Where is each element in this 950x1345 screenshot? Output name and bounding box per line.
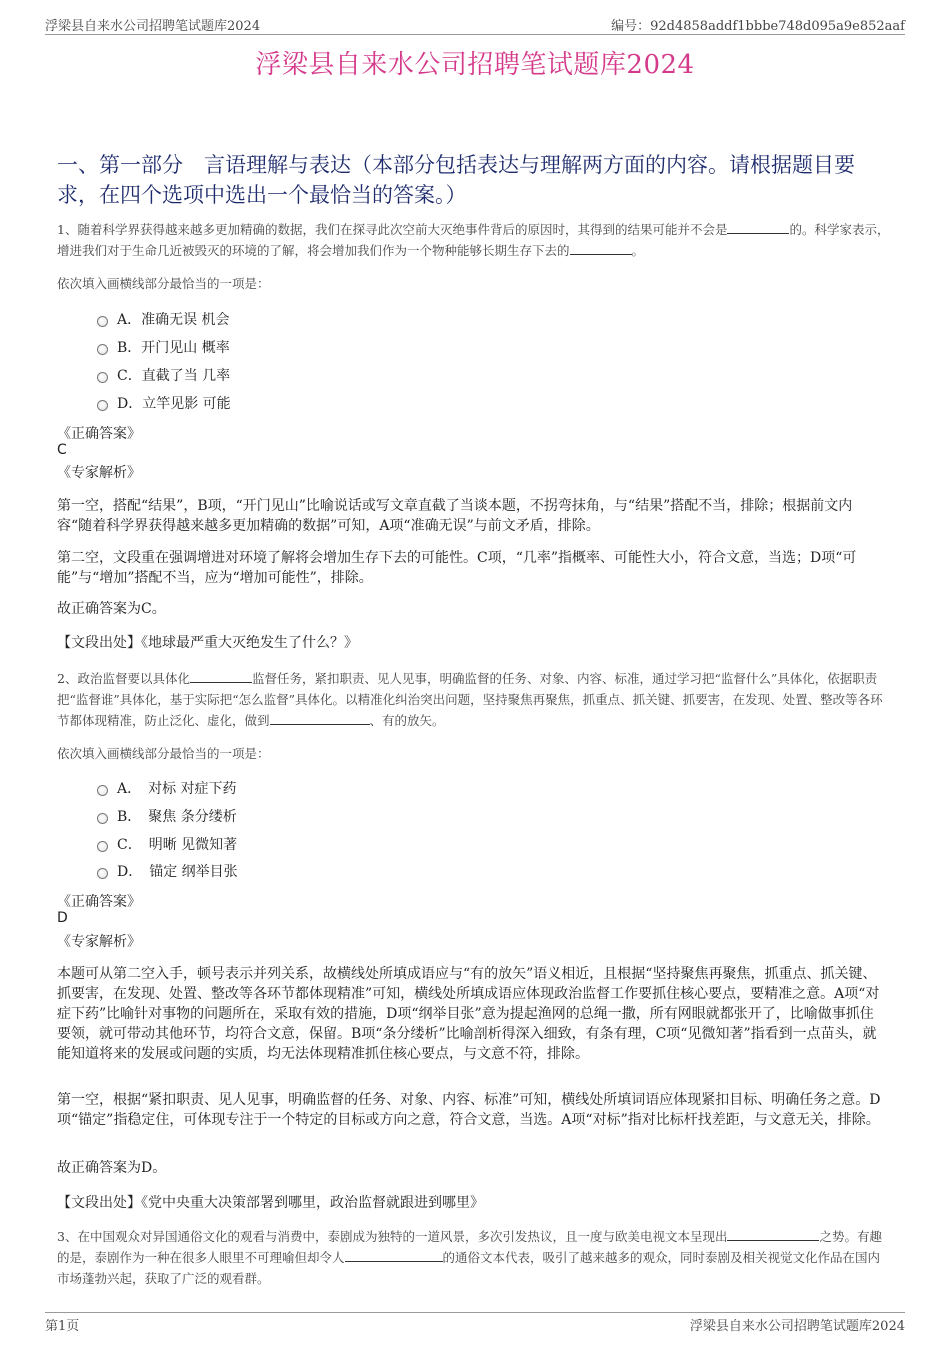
blank xyxy=(190,669,252,683)
question-2-stem: 2、政治监督要以具体化 监督任务，紧扣职责、见人见事，明确监督的任务、对象、内容、标准，通过学习把“监督什么”具体化，依据职责把“监督谁”具体化，基于实际把“怎么监督”具体化。以精准化纠治突出问题，坚持聚焦再聚焦，抓重点、抓关键、抓要害，在发现、处置、整改等各环节都体现精准，防止泛化、虚化，做到 、有的放矢。 xyxy=(57,671,883,728)
radio-icon[interactable] xyxy=(97,400,108,411)
q1-source: 【文段出处】《地球最严重大灭绝发生了什么？》 xyxy=(57,635,358,651)
q2-source: 【文段出处】《党中央重大决策部署到哪里，政治监督就跟进到哪里》 xyxy=(57,1195,484,1211)
q1-option-c[interactable]: C．直截了当 几率 xyxy=(97,365,230,385)
q2-analysis-paragraph: 第一空，根据“紧扣职责、见人见事，明确监督的任务、对象、内容、标准”可知，横线处所填词语应体现紧扣目标、明确任务之意。D项“锚定”指稳定住，可体现专注于一个特定的目标或方向之意，符合文意，当选。A项“对标”指对比标杆找差距，与文意无关，排除。 xyxy=(57,1092,881,1128)
section-heading: 一、第一部分 言语理解与表达（本部分包括表达与理解两方面的内容。请根据题目要求，在四个选项中选出一个最恰当的答案。） xyxy=(57,153,855,207)
q2-option-b[interactable]: B． 聚焦 条分缕析 xyxy=(97,806,237,826)
q1-analysis-paragraph: 第一空，搭配“结果”，B项，“开门见山”比喻说话或写文章直截了当谈本题，不拐弯抹角，与“结果”搭配不当，排除；根据前文内容“随着科学界获得越来越多更加精确的数据”可知，A项“准确无误”与前文矛盾，排除。 xyxy=(57,498,853,534)
q1-conclusion: 故正确答案为C。 xyxy=(57,601,166,617)
q1-option-d[interactable]: D．立竿见影 可能 xyxy=(97,393,231,413)
document-title: 浮梁县自来水公司招聘笔试题库2024 xyxy=(255,50,695,80)
q2-option-a[interactable]: A． 对标 对症下药 xyxy=(97,778,237,798)
blank xyxy=(727,220,789,234)
blank xyxy=(345,1248,443,1262)
q2-answer: D xyxy=(57,910,68,926)
radio-icon[interactable] xyxy=(97,344,108,355)
q2-conclusion: 故正确答案为D。 xyxy=(57,1160,167,1176)
header-divider xyxy=(45,34,905,35)
q2-analysis-paragraph: 本题可从第二空入手，顿号表示并列关系，故横线处所填成语应与“有的放矢”语义相近，且根据“坚持聚焦再聚焦，抓重点、抓关键、抓要害，在发现、处置、整改等各环节都体现精准”可知，横线处所填成语应体现政治监督工作要抓住核心要点，要精准之意。A项“对症下药”比喻针对事物的问题所在，采取有效的措施，D项“纲举目张”意为提起渔网的总绳一撒，所有网眼就都张开了，比喻做事抓住要领，就可带动其他环节，均符合文意，保留。B项“条分缕析”比喻剖析得深入细致，有条有理，C项“见微知著”指看到一点苗头，就能知道将来的发展或问题的实质，均无法体现精准抓住核心要点，与文意不符，排除。 xyxy=(57,966,880,1062)
q2-option-c[interactable]: C． 明晰 见微知著 xyxy=(97,834,237,854)
q2-answer-label: 《正确答案》 xyxy=(57,894,141,910)
q1-option-a[interactable]: A．准确无误 机会 xyxy=(97,309,230,329)
q1-option-b[interactable]: B．开门见山 概率 xyxy=(97,337,230,357)
blank xyxy=(270,711,370,725)
header-left-title: 浮梁县自来水公司招聘笔试题库2024 xyxy=(45,19,261,34)
radio-icon[interactable] xyxy=(97,868,108,879)
question-2-prompt: 依次填入画横线部分最恰当的一项是： xyxy=(57,746,270,761)
page-number: 第1页 xyxy=(45,1319,80,1334)
radio-icon[interactable] xyxy=(97,841,108,852)
radio-icon[interactable] xyxy=(97,785,108,796)
question-1-prompt: 依次填入画横线部分最恰当的一项是： xyxy=(57,276,270,291)
footer-title: 浮梁县自来水公司招聘笔试题库2024 xyxy=(689,1319,905,1334)
q2-analysis-label: 《专家解析》 xyxy=(57,934,141,950)
header-doc-id: 编号：92d4858addf1bbbe748d095a9e852aaf xyxy=(611,19,905,34)
footer-divider xyxy=(45,1312,905,1313)
q2-option-d[interactable]: D． 锚定 纲举目张 xyxy=(97,861,238,881)
blank xyxy=(727,1227,819,1241)
blank xyxy=(570,241,632,255)
q1-analysis-label: 《专家解析》 xyxy=(57,465,141,481)
radio-icon[interactable] xyxy=(97,813,108,824)
q1-answer-label: 《正确答案》 xyxy=(57,426,141,442)
q1-analysis-paragraph: 第二空，文段重在强调增进对环境了解将会增加生存下去的可能性。C项，“几率”指概率、可能性大小，符合文意，当选；D项“可能”与“增加”搭配不当，应为“增加可能性”，排除。 xyxy=(57,550,857,586)
question-3-stem: 3、在中国观众对异国通俗文化的观看与消费中，泰剧成为独特的一道风景，多次引发热议，且一度与欧美电视文本呈现出 之势。有趣的是，泰剧作为一种在很多人眼里不可理喻但却令人 的通俗文本代表，吸引了越来越多的观众，同时泰剧及相关视觉文化作品在国内市场蓬勃兴起，获取了广泛的观看群。 xyxy=(57,1229,882,1286)
q1-answer: C xyxy=(57,442,67,458)
radio-icon[interactable] xyxy=(97,372,108,383)
question-1-stem: 1、随着科学界获得越来越多更加精确的数据，我们在探寻此次空前大灭绝事件背后的原因时，其得到的结果可能并不会是 的。科学家表示，增进我们对于生命几近被毁灭的环境的了解，将会增加我们作为一个物种能够长期生存下去的 。 xyxy=(57,222,890,258)
radio-icon[interactable] xyxy=(97,316,108,327)
